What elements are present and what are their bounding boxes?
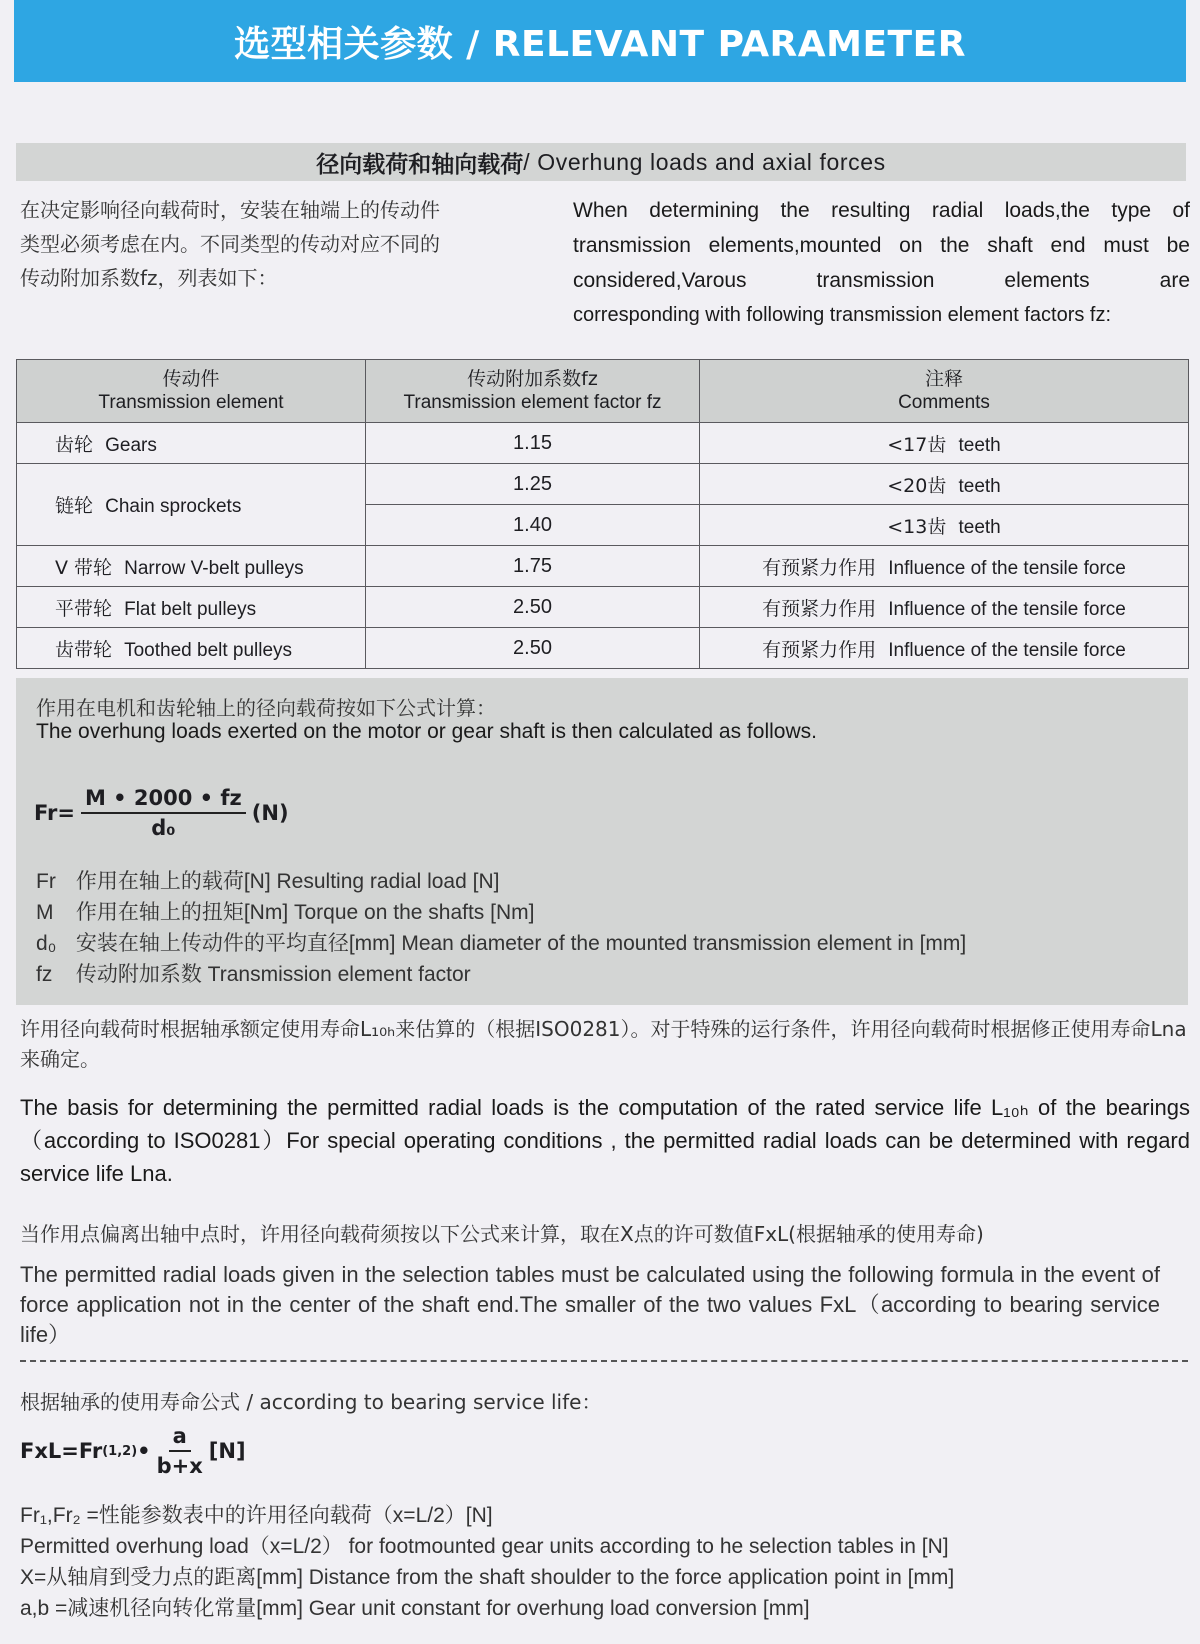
variable-definitions	[36, 866, 966, 990]
intro-text-zh	[20, 193, 520, 295]
comment-zh: <13齿	[887, 515, 947, 538]
name-en: Toothed belt pulleys	[124, 639, 293, 661]
permitted-load-paragraph-en: The basis for determining the permitted radial loads is the computation of the rated service life L₁₀ₕ of the bearings（according to ISO0281）For special operating conditions , the permitted radial loads can be determined with regard service life Lna.	[20, 1095, 1190, 1186]
calc-intro-zh: 作用在电机和齿轮轴上的径向载荷按如下公式计算：	[36, 696, 496, 720]
calculation-box	[16, 678, 1188, 1005]
formula-denominator: d₀	[151, 816, 176, 840]
name-zh: V 带轮	[55, 556, 113, 579]
comment	[700, 628, 1189, 669]
fxl-fraction	[157, 1424, 203, 1478]
calc-intro-en: The overhung loads exerted on the motor or gear shaft is then calculated as follows.	[36, 720, 817, 743]
comment-zh: 有预紧力作用	[762, 638, 877, 661]
definition-row	[36, 928, 966, 959]
fxl-definition-line: Fr₁,Fr₂ =性能参数表中的许用径向载荷（x=L/2）[N]	[20, 1504, 493, 1527]
transmission-factor-table	[16, 359, 1189, 669]
fxl-unit: [N]	[208, 1439, 246, 1463]
comment-en: teeth	[958, 516, 1001, 538]
page-title: 选型相关参数 / RELEVANT PARAMETER	[234, 23, 966, 65]
name-zh: 齿带轮	[55, 638, 113, 661]
section-header	[16, 143, 1186, 181]
name-en: Chain sprockets	[105, 496, 242, 517]
intro-zh-line: 传动附加系数fz，列表如下：	[20, 266, 278, 290]
intro-en-line: transmission elements,mounted on the shaft end must be	[573, 234, 1190, 257]
name-en: Flat belt pulleys	[124, 598, 257, 620]
fxl-formula	[20, 1424, 246, 1478]
name-zh: 平带轮	[55, 597, 113, 620]
factor-value: 2.50	[366, 628, 700, 669]
fxl-lhs: FxL=Fr	[20, 1439, 103, 1463]
table-row	[17, 464, 1189, 505]
fxl-subscript: (1,2)	[102, 1443, 138, 1459]
comment	[700, 505, 1189, 546]
header-en: Transmission element factor fz	[403, 392, 662, 413]
intro-text-en	[573, 193, 1190, 333]
header-en: Comments	[898, 392, 990, 413]
definition-row	[36, 897, 966, 928]
definition-text: 传动附加系数 Transmission element factor	[75, 963, 471, 986]
title-banner	[14, 0, 1186, 82]
service-life-formula-label: 根据轴承的使用寿命公式 / according to bearing service life：	[20, 1390, 602, 1414]
table-row	[17, 546, 1189, 587]
section-title-en: / Overhung loads and axial forces	[523, 148, 886, 175]
permitted-load-paragraph-zh: 许用径向载荷时根据轴承额定使用寿命L₁₀ₕ来估算的（根据ISO0281）。对于特殊的运行条件，许用径向载荷时根据修正使用寿命Lna来确定。	[20, 1017, 1187, 1071]
comment	[700, 587, 1189, 628]
comment-en: Influence of the tensile force	[888, 557, 1126, 579]
table-header-row	[17, 360, 1189, 423]
element-name	[17, 464, 366, 546]
formula-fraction	[81, 786, 246, 840]
fxl-dot: •	[137, 1439, 151, 1463]
intro-en-line: corresponding with following transmission element factors fz:	[573, 304, 1112, 326]
comment-en: Influence of the tensile force	[888, 639, 1126, 661]
comment	[700, 423, 1189, 464]
table-row	[17, 423, 1189, 464]
offset-load-paragraph-zh: 当作用点偏离出轴中点时，许用径向载荷须按以下公式来计算，取在X点的许可数值FxL(根据轴承的使用寿命)	[20, 1222, 984, 1246]
name-zh: 齿轮	[55, 433, 94, 456]
header-zh: 注释	[924, 368, 963, 390]
table-row	[17, 628, 1189, 669]
header-factor	[366, 360, 700, 423]
element-name	[17, 546, 366, 587]
formula-lhs: Fr=	[34, 801, 75, 825]
fxl-definition-line: a,b =减速机径向转化常量[mm] Gear unit constant for overhung load conversion [mm]	[20, 1597, 810, 1620]
factor-value: 1.40	[366, 505, 700, 546]
header-zh: 传动件	[162, 368, 220, 390]
factor-value: 1.75	[366, 546, 700, 587]
dashed-divider	[20, 1360, 1188, 1362]
header-zh: 传动附加系数fz	[467, 368, 598, 390]
definition-row	[36, 866, 966, 897]
offset-load-paragraph-en: The permitted radial loads given in the selection tables must be calculated using the following formula in the event of force application not in the center of the shaft end.The smaller of the two values FxL（according to bearing service life）	[20, 1262, 1160, 1347]
element-name	[17, 423, 366, 464]
header-transmission-element	[17, 360, 366, 423]
intro-zh-line: 类型必须考虑在内。不同类型的传动对应不同的	[20, 232, 440, 256]
factor-value: 2.50	[366, 587, 700, 628]
formula-numerator: M • 2000 • fz	[81, 786, 246, 814]
formula-unit: (N)	[251, 801, 289, 825]
element-name	[17, 628, 366, 669]
intro-en-line: considered,Varous transmission elements are	[573, 269, 1190, 292]
intro-zh-line: 在决定影响径向载荷时，安装在轴端上的传动件	[20, 198, 440, 222]
comment-en: teeth	[958, 434, 1001, 456]
header-comments	[700, 360, 1189, 423]
fxl-definitions	[20, 1500, 954, 1624]
fxl-definition-line: Permitted overhung load（x=L/2） for footmounted gear units according to he selection tables in [N]	[20, 1535, 949, 1558]
definition-text: 作用在轴上的扭矩[Nm] Torque on the shafts [Nm]	[75, 901, 535, 924]
factor-value: 1.25	[366, 464, 700, 505]
comment-zh: <17齿	[887, 433, 947, 456]
definition-row	[36, 959, 966, 990]
section-title-zh: 径向载荷和轴向载荷	[316, 151, 524, 178]
factor-value: 1.15	[366, 423, 700, 464]
definition-symbol: d₀	[36, 932, 57, 955]
table-row	[17, 587, 1189, 628]
comment-zh: 有预紧力作用	[762, 597, 877, 620]
definition-text: 作用在轴上的载荷[N] Resulting radial load [N]	[75, 870, 500, 893]
element-name	[17, 587, 366, 628]
header-en: Transmission element	[98, 392, 284, 413]
fxl-definition-line: X=从轴肩到受力点的距离[mm] Distance from the shaft shoulder to the force application point in [mm]	[20, 1566, 955, 1589]
definition-text: 安装在轴上传动件的平均直径[mm] Mean diameter of the mounted transmission element in [mm]	[75, 932, 967, 955]
comment	[700, 464, 1189, 505]
name-en: Narrow V-belt pulleys	[124, 557, 304, 579]
definition-symbol: Fr	[36, 870, 56, 893]
comment-en: teeth	[958, 475, 1001, 497]
definition-symbol: fz	[36, 963, 53, 986]
comment-en: Influence of the tensile force	[888, 598, 1126, 620]
fxl-denominator: b+x	[156, 1454, 203, 1478]
comment	[700, 546, 1189, 587]
fxl-numerator: a	[169, 1424, 191, 1452]
name-en: Gears	[105, 434, 157, 456]
radial-load-formula	[34, 786, 289, 840]
name-zh: 链轮	[55, 495, 94, 517]
definition-symbol: M	[36, 901, 54, 924]
comment-zh: 有预紧力作用	[762, 556, 877, 579]
comment-zh: <20齿	[887, 474, 947, 497]
intro-en-line: When determining the resulting radial loads,the type of	[573, 199, 1190, 222]
